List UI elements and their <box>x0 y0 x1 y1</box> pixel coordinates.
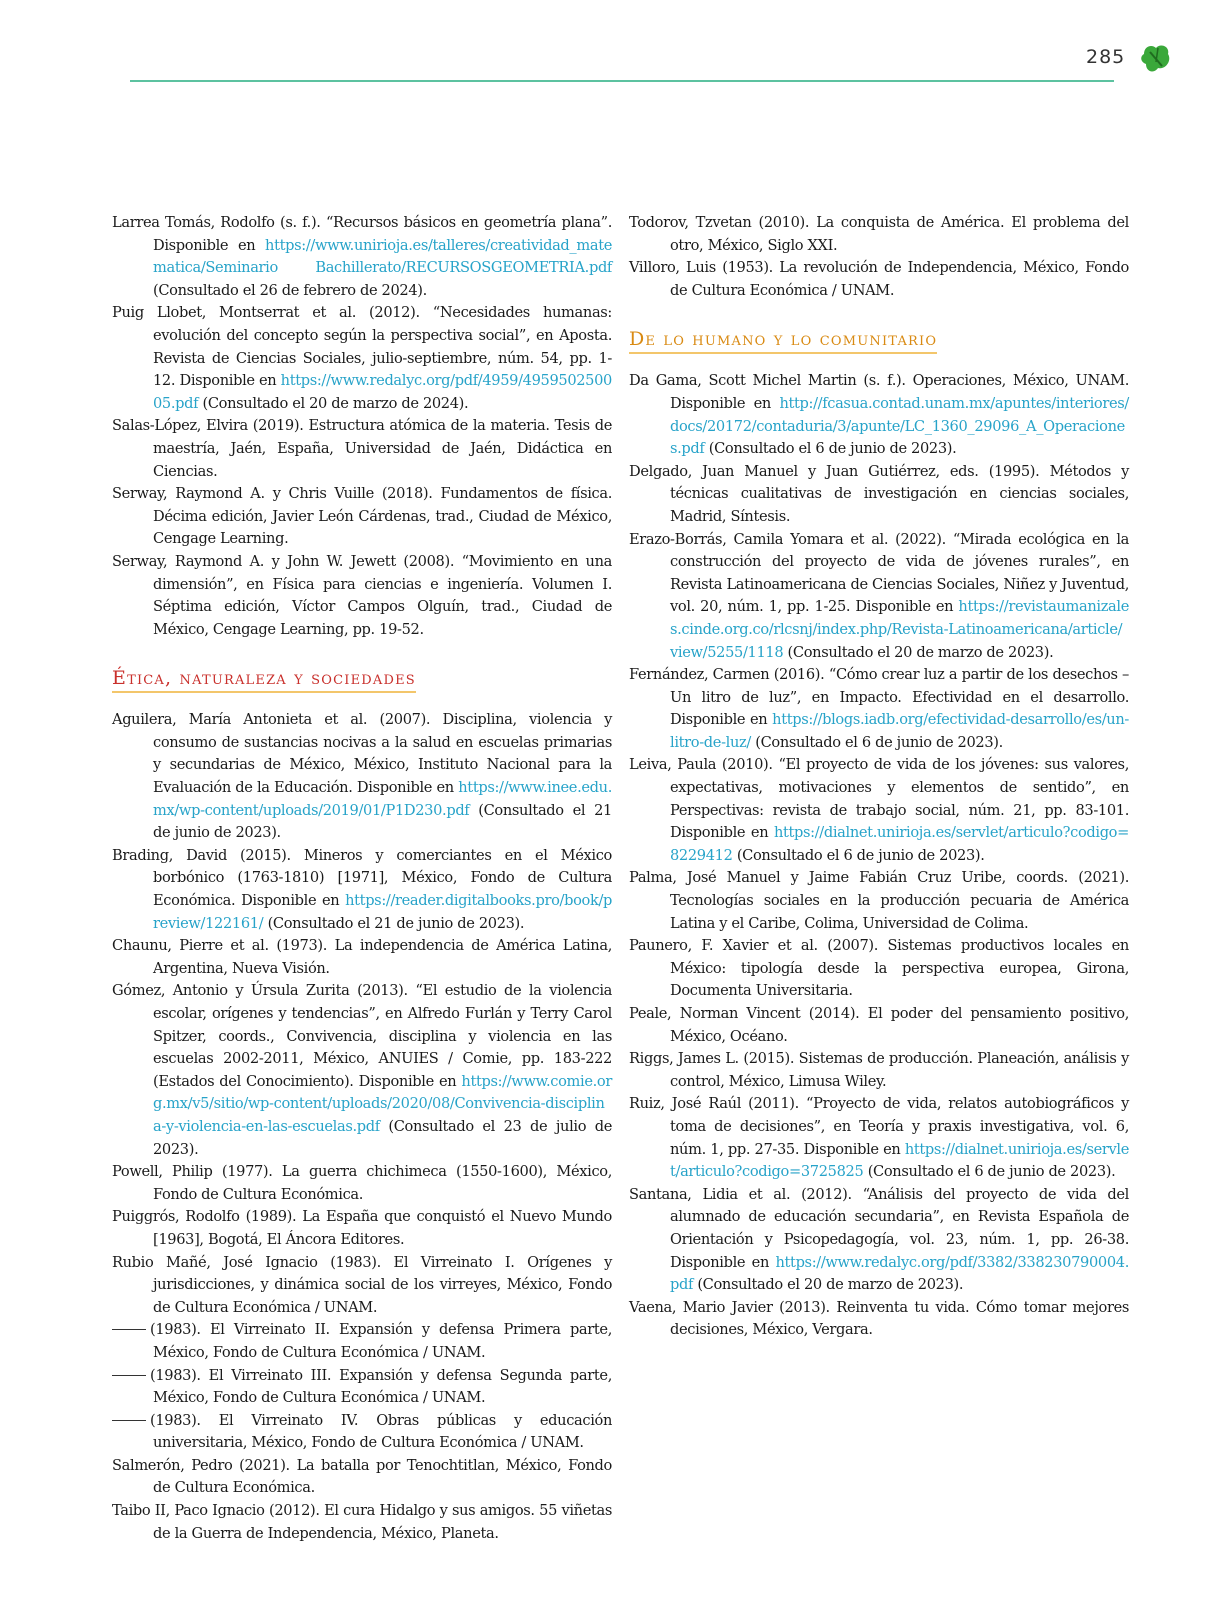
reference-text: Larrea Tomás, Rodolfo (s. f.). “Recursos básicos en geometría plana”. Disponible en <box>112 214 612 254</box>
reference-consulted: (Consultado el 21 de junio de 2023). <box>263 914 525 932</box>
reference-entry <box>629 1048 1129 1093</box>
reference-entry <box>629 529 1129 665</box>
reference-entry <box>629 257 1129 302</box>
reference-text: Todorov, Tzvetan (2010). La conquista de América. El problema del otro, México, Siglo XXI. <box>629 214 1129 254</box>
section-title: De lo humano y lo comunitario <box>629 328 938 351</box>
reference-text: Brading, David (2015). Mineros y comerciantes en el México borbónico (1763-1810) [1971], México, Fondo de Cultura Económica. Disponible en <box>112 846 612 910</box>
reference-entry <box>112 1161 612 1206</box>
reference-text: Vaena, Mario Javier (2013). Reinventa tu vida. Cómo tomar mejores decisiones, México, Vergara. <box>629 1298 1129 1339</box>
reference-entry <box>112 551 612 641</box>
reference-consulted: (Consultado el 20 de marzo de 2024). <box>198 394 469 412</box>
section-heading-etica <box>112 667 416 693</box>
header-rule <box>130 80 1114 82</box>
reference-entry <box>629 664 1129 754</box>
reference-link[interactable]: http://fcasua.contad.unam.mx/apuntes/interiores/docs/20172/contaduria/3/apunte/LC_1360_29096_A_Operaciones.pdf <box>670 394 1129 458</box>
left-column <box>112 212 612 1545</box>
reference-text: Serway, Raymond A. y John W. Jewett (2008). “Movimiento en una dimensión”, en Física para ciencias e ingeniería. Volumen I. Séptima edición, Víctor Campos Olguín, trad., Ciudad de México, Cengage Learning, pp. 19-52. <box>112 552 612 638</box>
reference-text: Paunero, F. Xavier et al. (2007). Sistemas productivos locales en México: tipología desde la perspectiva europea, Girona, Documenta Universitaria. <box>629 937 1129 1000</box>
reference-entry <box>629 212 1129 257</box>
reference-entry <box>629 1093 1129 1183</box>
reference-consulted: (Consultado el 26 de febrero de 2024). <box>153 281 427 299</box>
reference-link[interactable]: https://www.comie.org.mx/v5/sitio/wp-content/uploads/2020/08/Convivencia-disciplina-y-violencia-en-las-escuelas.pdf <box>153 1072 612 1135</box>
reference-text: Fernández, Carmen (2016). “Cómo crear luz a partir de los desechos – Un litro de luz”, en Impacto. Efectividad en el desarrollo. Disponible en <box>629 666 1129 729</box>
reference-entry <box>112 302 612 415</box>
reference-entry <box>629 867 1129 935</box>
reference-consulted: (Consultado el 20 de marzo de 2023). <box>783 643 1054 661</box>
reference-text: Delgado, Juan Manuel y Juan Gutiérrez, eds. (1995). Métodos y técnicas cualitativas de investigación en ciencias sociales, Madrid, Síntesis. <box>629 462 1129 525</box>
reference-entry <box>112 1500 612 1545</box>
reference-entry <box>112 1252 612 1320</box>
reference-text: Villoro, Luis (1953). La revolución de Independencia, México, Fondo de Cultura Económica / UNAM. <box>629 259 1129 299</box>
reference-consulted: (Consultado el 6 de junio de 2023). <box>750 733 1003 751</box>
reference-text: (1983). El Virreinato IV. Obras públicas y educación universitaria, México, Fondo de Cultura Económica / UNAM. <box>150 1411 612 1452</box>
repeat-author-dash <box>112 1375 146 1376</box>
reference-consulted: (Consultado el 23 de julio de 2023). <box>153 1117 612 1158</box>
reference-text: (1983). El Virreinato III. Expansión y defensa Segunda parte, México, Fondo de Cultura Económica / UNAM. <box>150 1366 612 1407</box>
reference-text: Peale, Norman Vincent (2014). El poder del pensamiento positivo, México, Océano. <box>629 1005 1129 1045</box>
section-title: Ética, naturaleza y sociedades <box>112 667 416 690</box>
reference-consulted: (Consultado el 21 de junio de 2023). <box>153 801 612 842</box>
repeat-author-dash <box>112 1329 146 1330</box>
section-heading-humano <box>629 328 937 354</box>
ref-list-right-a <box>629 212 1129 302</box>
reference-link[interactable]: https://dialnet.unirioja.es/servlet/articulo?codigo=3725825 <box>670 1140 1129 1181</box>
reference-entry <box>112 1206 612 1251</box>
reference-link[interactable]: https://www.inee.edu.mx/wp-content/uploads/2019/01/P1D230.pdf <box>153 779 612 819</box>
reference-text: Da Gama, Scott Michel Martin (s. f.). Operaciones, México, UNAM. Disponible en <box>629 372 1129 412</box>
reference-link[interactable]: https://blogs.iadb.org/efectividad-desarrollo/es/un-litro-de-luz/ <box>670 711 1129 751</box>
reference-text: (1983). El Virreinato II. Expansión y defensa Primera parte, México, Fondo de Cultura Económica / UNAM. <box>150 1321 612 1361</box>
reference-entry <box>112 980 612 1161</box>
reference-entry <box>112 212 612 302</box>
reference-text: Salas-López, Elvira (2019). Estructura atómica de la materia. Tesis de maestría, Jaén, España, Universidad de Jaén, Didáctica en Ciencias. <box>112 417 612 480</box>
reference-text: Palma, José Manuel y Jaime Fabián Cruz Uribe, coords. (2021). Tecnologías sociales en la producción pecuaria de América Latina y el Caribe, Colima, Universidad de Colima. <box>629 869 1129 932</box>
reference-text: Ruiz, José Raúl (2011). “Proyecto de vida, relatos autobiográficos y toma de decisiones”, en Teoría y praxis investigativa, vol. 6, núm. 1, pp. 27-35. Disponible en <box>629 1095 1129 1158</box>
reference-text: Gómez, Antonio y Úrsula Zurita (2013). “El estudio de la violencia escolar, orígenes y tendencias”, en Alfredo Furlán y Terry Carol Spitzer, coords., Convivencia, disciplina y violencia en las escuelas 2002-2011, México, ANUIES / Comie, pp. 183-222 (Estados del Conocimiento). Disponible en <box>112 982 612 1090</box>
reference-link[interactable]: https://reader.digitalbooks.pro/book/preview/122161/ <box>153 892 612 932</box>
reference-text: Erazo-Borrás, Camila Yomara et al. (2022). “Mirada ecológica en la construcción del proyecto de vida de jóvenes rurales”, en Revista Latinoamericana de Ciencias Sociales, Niñez y Juventud, vol. 20, núm. 1, pp. 1-25. Disponible en <box>629 530 1129 616</box>
reference-consulted: (Consultado el 20 de marzo de 2023). <box>693 1276 964 1294</box>
ref-list-right-b <box>629 370 1129 1342</box>
reference-entry <box>112 1410 612 1455</box>
reference-link[interactable]: https://www.unirioja.es/talleres/creatividad_matematica/Seminario Bachillerato/RECURSOSGEOMETRIA.pdf <box>153 236 612 277</box>
reference-text: Leiva, Paula (2010). “El proyecto de vida de los jóvenes: sus valores, expectativas, motivaciones y elementos de sentido”, en Perspectivas: revista de trabajo social, núm. 21, pp. 83-101. Disponible en <box>629 756 1129 842</box>
reference-text: Rubio Mañé, José Ignacio (1983). El Virreinato I. Orígenes y jurisdicciones, y dinámica social de los virreyes, México, Fondo de Cultura Económica / UNAM. <box>112 1253 612 1316</box>
reference-text: Aguilera, María Antonieta et al. (2007). Disciplina, violencia y consumo de sustancias nocivas a la salud en escuelas primarias y secundarias de México, México, Instituto Nacional para la Evaluación de la Educación. Disponible en <box>112 711 612 797</box>
page-number: 285 <box>1086 46 1126 68</box>
reference-text: Puiggrós, Rodolfo (1989). La España que conquistó el Nuevo Mundo [1963], Bogotá, El Áncora Editores. <box>112 1208 612 1248</box>
reference-entry <box>112 935 612 980</box>
reference-entry <box>112 1319 612 1364</box>
reference-entry <box>629 754 1129 867</box>
reference-entry <box>112 1365 612 1410</box>
reference-entry <box>629 1003 1129 1048</box>
right-column <box>629 212 1129 1342</box>
reference-entry <box>629 1184 1129 1297</box>
reference-text: Puig Llobet, Montserrat et al. (2012). “Necesidades humanas: evolución del concepto según la perspectiva social”, en Aposta. Revista de Ciencias Sociales, julio-septiembre, núm. 54, pp. 1-12. Disponible en <box>112 304 612 390</box>
reference-consulted: (Consultado el 6 de junio de 2023). <box>732 846 985 864</box>
reference-text: Santana, Lidia et al. (2012). “Análisis del proyecto de vida del alumnado de educación secundaria”, en Revista Española de Orientación y Psicopedagogía, vol. 23, núm. 1, pp. 26-38. Disponible en <box>629 1185 1129 1271</box>
reference-text: Serway, Raymond A. y Chris Vuille (2018). Fundamentos de física. Décima edición, Javier León Cárdenas, trad., Ciudad de México, Cengage Learning. <box>112 485 612 548</box>
repeat-author-dash <box>112 1420 146 1421</box>
reference-entry <box>629 935 1129 1003</box>
reference-text: Riggs, James L. (2015). Sistemas de producción. Planeación, análisis y control, México, Limusa Wiley. <box>629 1050 1129 1090</box>
reference-entry <box>112 845 612 935</box>
reference-text: Chaunu, Pierre et al. (1973). La independencia de América Latina, Argentina, Nueva Visión. <box>112 937 612 977</box>
reference-link[interactable]: https://www.redalyc.org/pdf/4959/495950250005.pdf <box>153 372 612 412</box>
reference-text: Powell, Philip (1977). La guerra chichimeca (1550-1600), México, Fondo de Cultura Económica. <box>112 1163 612 1203</box>
reference-consulted: (Consultado el 6 de junio de 2023). <box>863 1163 1116 1181</box>
reference-text: Salmerón, Pedro (2021). La batalla por Tenochtitlan, México, Fondo de Cultura Económica. <box>112 1456 612 1497</box>
reference-link[interactable]: https://revistaumanizales.cinde.org.co/rlcsnj/index.php/Revista-Latinoamericana/article/view/5255/1118 <box>670 598 1129 661</box>
reference-entry <box>629 370 1129 460</box>
ref-list-left-b <box>112 709 612 1545</box>
reference-entry <box>112 1455 612 1500</box>
reference-entry <box>629 1297 1129 1342</box>
reference-text: Taibo II, Paco Ignacio (2012). El cura Hidalgo y sus amigos. 55 viñetas de la Guerra de Independencia, México, Planeta. <box>112 1502 612 1542</box>
leaf-icon <box>1138 40 1174 76</box>
reference-entry <box>629 461 1129 529</box>
reference-link[interactable]: https://dialnet.unirioja.es/servlet/articulo?codigo=8229412 <box>670 824 1129 864</box>
ref-list-left-a <box>112 212 612 641</box>
reference-entry <box>112 483 612 551</box>
reference-entry <box>112 709 612 845</box>
reference-link[interactable]: https://www.redalyc.org/pdf/3382/338230790004.pdf <box>670 1253 1129 1294</box>
reference-consulted: (Consultado el 6 de junio de 2023). <box>704 440 957 458</box>
reference-entry <box>112 415 612 483</box>
